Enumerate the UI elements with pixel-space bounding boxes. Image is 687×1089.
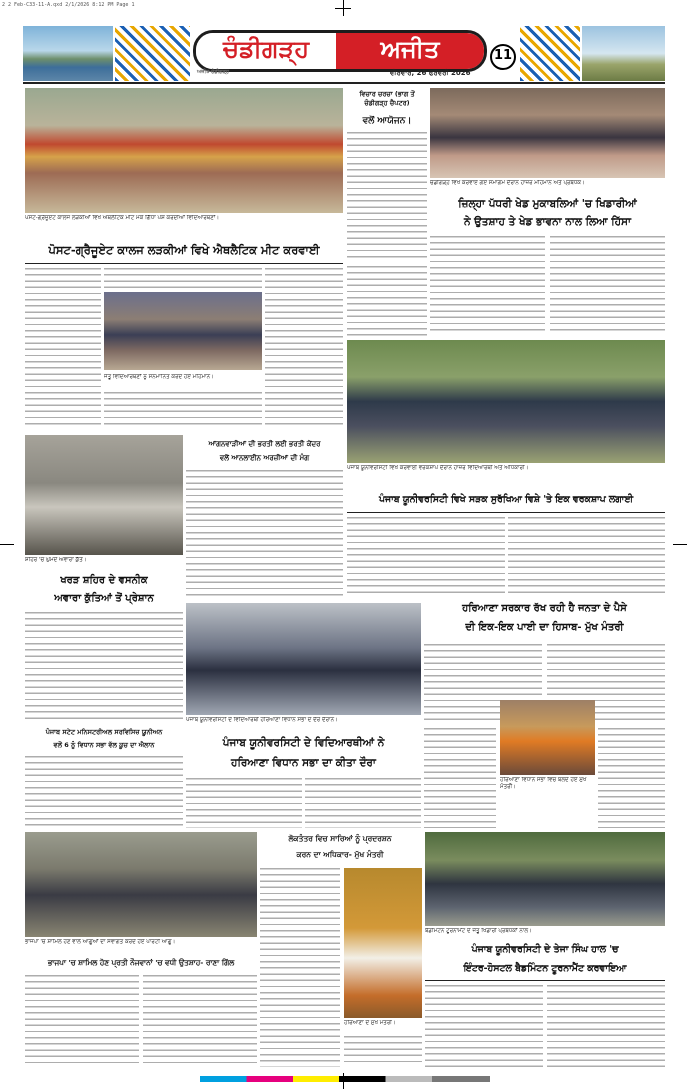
sports-headline-1: ਜ਼ਿਲ੍ਹਾ ਪੱਧਰੀ ਖੇਡ ਮੁਕਾਬਲਿਆਂ 'ਚ ਖਿਡਾਰੀਆਂ: [458, 198, 637, 210]
haryana-govt-headline-2: ਦੀ ਇਕ-ਇਕ ਪਾਈ ਦਾ ਹਿਸਾਬ- ਮੁੱਖ ਮੰਤਰੀ: [465, 622, 624, 633]
masthead-pattern-right: [520, 26, 580, 81]
bjp-headline: ਭਾਜਪਾ 'ਚ ਸ਼ਾਮਿਲ ਹੋਣ ਪ੍ਰਤੀ ਨੌਜਵਾਨਾਂ 'ਚ ਵਧੀ ਉਤਸ਼ਾਹ- ਰਾਣਾ ਗਿੱਲ: [47, 958, 235, 967]
conference-head-sub: ਵਲੋਂ ਆਯੋਜਨ।: [362, 116, 412, 126]
workshop-body-col1: [347, 517, 505, 597]
vidhan-sabha-body-col1: [186, 778, 302, 828]
photo-cm-portrait: [344, 868, 422, 1018]
masthead-lake-photo: [23, 26, 113, 81]
logo-ajit: ਅਜੀਤ: [336, 33, 484, 69]
conference-body-col2: [347, 266, 427, 336]
crop-mark-top-h: [335, 8, 351, 9]
bjp-body-col2: [143, 975, 257, 1067]
dogs-headline-2: ਅਵਾਰਾ ਕੁੱਤਿਆਂ ਤੋਂ ਪ੍ਰੇਸ਼ਾਨ: [54, 593, 154, 604]
democracy-body-col2: [344, 1036, 422, 1067]
photo-athletic-dance: [25, 88, 343, 213]
photo-haryana-cm: [500, 700, 595, 775]
photo-vidhan-sabha-visit: [186, 603, 421, 715]
athletic-inset-caption: ਜੇਤੂ ਵਿਦਿਆਰਥਣਾਂ ਨੂੰ ਸਨਮਾਨਿਤ ਕਰਦੇ ਹੋਏ ਮਹਿਮਾਨ।: [104, 374, 214, 380]
vidhan-sabha-body-col2: [305, 778, 421, 828]
athletic-caption: ਪੋਸਟ-ਗ੍ਰੈਜੂਏਟ ਕਾਲਜ ਲੜਕੀਆਂ ਵਿਖੇ ਐਥਲੈਟਿਕ ਮੀਟ ਮੌਕੇ ਗਿੱਧਾ ਪੇਸ਼ ਕਰਦੀਆਂ ਵਿਦਿਆਰਥਣਾਂ।: [25, 215, 220, 221]
logo-chandigarh: ਚੰਡੀਗੜ੍ਹ: [196, 33, 336, 69]
badminton-headline-2: ਇੰਟਰ-ਹੋਸਟਲ ਬੈਡਮਿੰਟਨ ਟੂਰਨਾਮੈਂਟ ਕਰਵਾਇਆ: [463, 963, 627, 974]
workshop-body-col2: [508, 517, 665, 597]
photo-bjp-joining: [25, 832, 257, 937]
union-headline-2: ਵਲੋਂ 6 ਨੂੰ ਵਿਧਾਨ ਸਭਾ ਵੱਲ ਕੂਚ ਦਾ ਐਲਾਨ: [53, 741, 155, 749]
issue-date: ਵੀਰਵਾਰ, 26 ਫਰਵਰੀ 2026: [390, 69, 471, 77]
anganwadi-headline-1: ਆਂਗਨਵਾੜੀਆਂ ਦੀ ਭਰਤੀ ਲਈ ਭਰਤੀ ਕੇਂਦਰ: [208, 440, 321, 448]
workshop-headline: ਪੰਜਾਬ ਯੂਨੀਵਰਸਿਟੀ ਵਿਖੇ ਸੜਕ ਸੁਰੱਖਿਆ ਵਿਸ਼ੇ 'ਤੇ ਇਕ ਵਰਕਸ਼ਾਪ ਲਗਾਈ: [379, 494, 633, 505]
workshop-caption: ਪੰਜਾਬ ਯੂਨੀਵਰਸਿਟੀ ਵਿਖੇ ਕਰਵਾਈ ਵਰਕਸ਼ਾਪ ਦੌਰਾਨ ਹਾਜ਼ਰ ਵਿਦਿਆਰਥੀ ਅਤੇ ਅਧਿਕਾਰੀ।: [347, 465, 529, 471]
crop-mark-left: [0, 544, 14, 545]
badminton-headline-1: ਪੰਜਾਬ ਯੂਨੀਵਰਸਿਟੀ ਦੇ ਤੇਜਾ ਸਿੰਘ ਹਾਲ 'ਚ: [471, 944, 619, 955]
badminton-caption: ਬੈਡਮਿੰਟਨ ਟੂਰਨਾਮੈਂਟ ਦੇ ਜੇਤੂ ਖਿਡਾਰੀ ਪ੍ਰਬੰਧਕਾਂ ਨਾਲ।: [425, 928, 532, 934]
masthead-rule: [23, 82, 665, 84]
bjp-caption: ਭਾਜਪਾ 'ਚ ਸ਼ਾਮਿਲ ਹੋਣ ਵਾਲੇ ਆਗੂਆਂ ਦਾ ਸਵਾਗਤ ਕਰਦੇ ਹੋਏ ਪਾਰਟੀ ਆਗੂ।: [25, 939, 176, 945]
vidhan-sabha-caption: ਪੰਜਾਬ ਯੂਨੀਵਰਸਿਟੀ ਦੇ ਵਿਦਿਆਰਥੀ ਹਰਿਆਣਾ ਵਿਧਾਨ ਸਭਾ ਦੇ ਦੌਰੇ ਦੌਰਾਨ।: [186, 717, 338, 723]
democracy-headline-1: ਲੋਕਤੰਤਰ ਵਿਚ ਸਾਰਿਆਂ ਨੂੰ ਪ੍ਰਦਰਸ਼ਨ: [288, 834, 392, 843]
union-body: [25, 756, 183, 828]
bjp-body-col1: [25, 975, 139, 1067]
photo-workshop-group: [347, 340, 665, 463]
haryana-govt-body-col4: [598, 728, 665, 828]
democracy-caption: ਹਰਿਆਣਾ ਦੇ ਮੁੱਖ ਮੰਤਰੀ।: [344, 1020, 396, 1026]
sports-body-col2: [550, 236, 665, 334]
athletic-body-col1: [25, 268, 101, 428]
conference-body-col1: [347, 132, 427, 262]
haryana-govt-body-col3: [424, 728, 496, 828]
vidhan-sabha-headline-2: ਹਰਿਆਣਾ ਵਿਧਾਨ ਸਭਾ ਦਾ ਕੀਤਾ ਦੌਰਾ: [231, 757, 376, 769]
conference-caption: ਚੰਡੀਗੜ੍ਹ ਵਿਖੇ ਕਰਵਾਏ ਗਏ ਸਮਾਗਮ ਦੌਰਾਨ ਹਾਜ਼ਰ ਮਹਿਮਾਨ ਅਤੇ ਪ੍ਰਬੰਧਕ।: [430, 180, 585, 186]
haryana-govt-caption: ਹਰਿਆਣਾ ਵਿਧਾਨ ਸਭਾ ਵਿਚ ਬੋਲਦੇ ਹੋਏ ਮੁੱਖ ਮੰਤਰੀ।: [500, 777, 587, 790]
anganwadi-body: [186, 470, 343, 600]
democracy-headline-2: ਕਰਨ ਦਾ ਅਧਿਕਾਰ- ਮੁੱਖ ਮੰਤਰੀ: [296, 850, 384, 859]
photo-stray-dogs: [25, 435, 183, 555]
dogs-body: [25, 612, 183, 722]
color-calibration-bar: [200, 1076, 490, 1082]
badminton-rule: [425, 980, 665, 981]
edition-label: ਅਜੀਤ ਚੰਡੀਗੜ੍ਹ: [197, 69, 229, 75]
dogs-caption: ਸ਼ਹਿਰ 'ਚ ਘੁੰਮਦੇ ਅਵਾਰਾ ਕੁੱਤੇ।: [25, 557, 87, 563]
anganwadi-headline-2: ਵਲੋਂ ਆਨਲਾਈਨ ਅਰਜ਼ੀਆਂ ਦੀ ਮੰਗ: [219, 454, 310, 462]
athletic-body-top: [104, 268, 262, 290]
page-number: 11: [490, 44, 516, 70]
vidhan-sabha-headline-1: ਪੰਜਾਬ ਯੂਨੀਵਰਸਿਟੀ ਦੇ ਵਿਦਿਆਰਥੀਆਂ ਨੇ: [222, 737, 385, 749]
photo-conference: [430, 88, 665, 178]
photo-athletic-prize: [104, 292, 262, 370]
athletic-rule: [25, 263, 343, 264]
conference-head-lead: ਵਿਚਾਰ ਚਰਚਾ (ਭਾਗ ਤੋਂ ਚੰਡੀਗੜ੍ਹ ਚੈਪਟਰ): [359, 90, 415, 107]
athletic-body-bottom: [104, 392, 262, 428]
union-headline-1: ਪੰਜਾਬ ਸਟੇਟ ਮਨਿਸਟਰੀਅਲ ਸਰਵਿਸਿਜ਼ ਯੂਨੀਅਨ: [45, 728, 163, 736]
workshop-rule: [347, 512, 665, 513]
athletic-headline: ਪੋਸਟ-ਗ੍ਰੈਜੂਏਟ ਕਾਲਜ ਲੜਕੀਆਂ ਵਿਖੇ ਐਥਲੈਟਿਕ ਮੀਟ ਕਰਵਾਈ: [48, 243, 320, 257]
sports-headline-2: ਨੇ ਉਤਸ਼ਾਹ ਤੇ ਖੇਡ ਭਾਵਨਾ ਨਾਲ ਲਿਆ ਹਿੱਸਾ: [463, 216, 632, 228]
sports-body-col1: [430, 236, 545, 334]
democracy-body-col1: [260, 868, 340, 1067]
dogs-headline-1: ਖਰੜ ਸ਼ਹਿਰ ਦੇ ਵਸਨੀਕ: [60, 575, 148, 586]
masthead-logo: [193, 30, 487, 72]
badminton-body-col2: [547, 985, 665, 1067]
haryana-govt-headline-1: ਹਰਿਆਣਾ ਸਰਕਾਰ ਰੱਖ ਰਹੀ ਹੈ ਜਨਤਾ ਦੇ ਪੈਸੇ: [462, 603, 627, 614]
masthead-pattern-left: [115, 26, 190, 81]
crop-mark-right: [673, 544, 687, 545]
photo-badminton-team: [425, 832, 665, 926]
masthead-monument-photo: [582, 26, 665, 81]
athletic-body-col3: [265, 268, 343, 428]
print-meta: 2 2 Feb-C33-11-A.qxd 2/1/2026 8:12 PM Page 1: [2, 2, 135, 8]
badminton-body-col1: [425, 985, 543, 1067]
